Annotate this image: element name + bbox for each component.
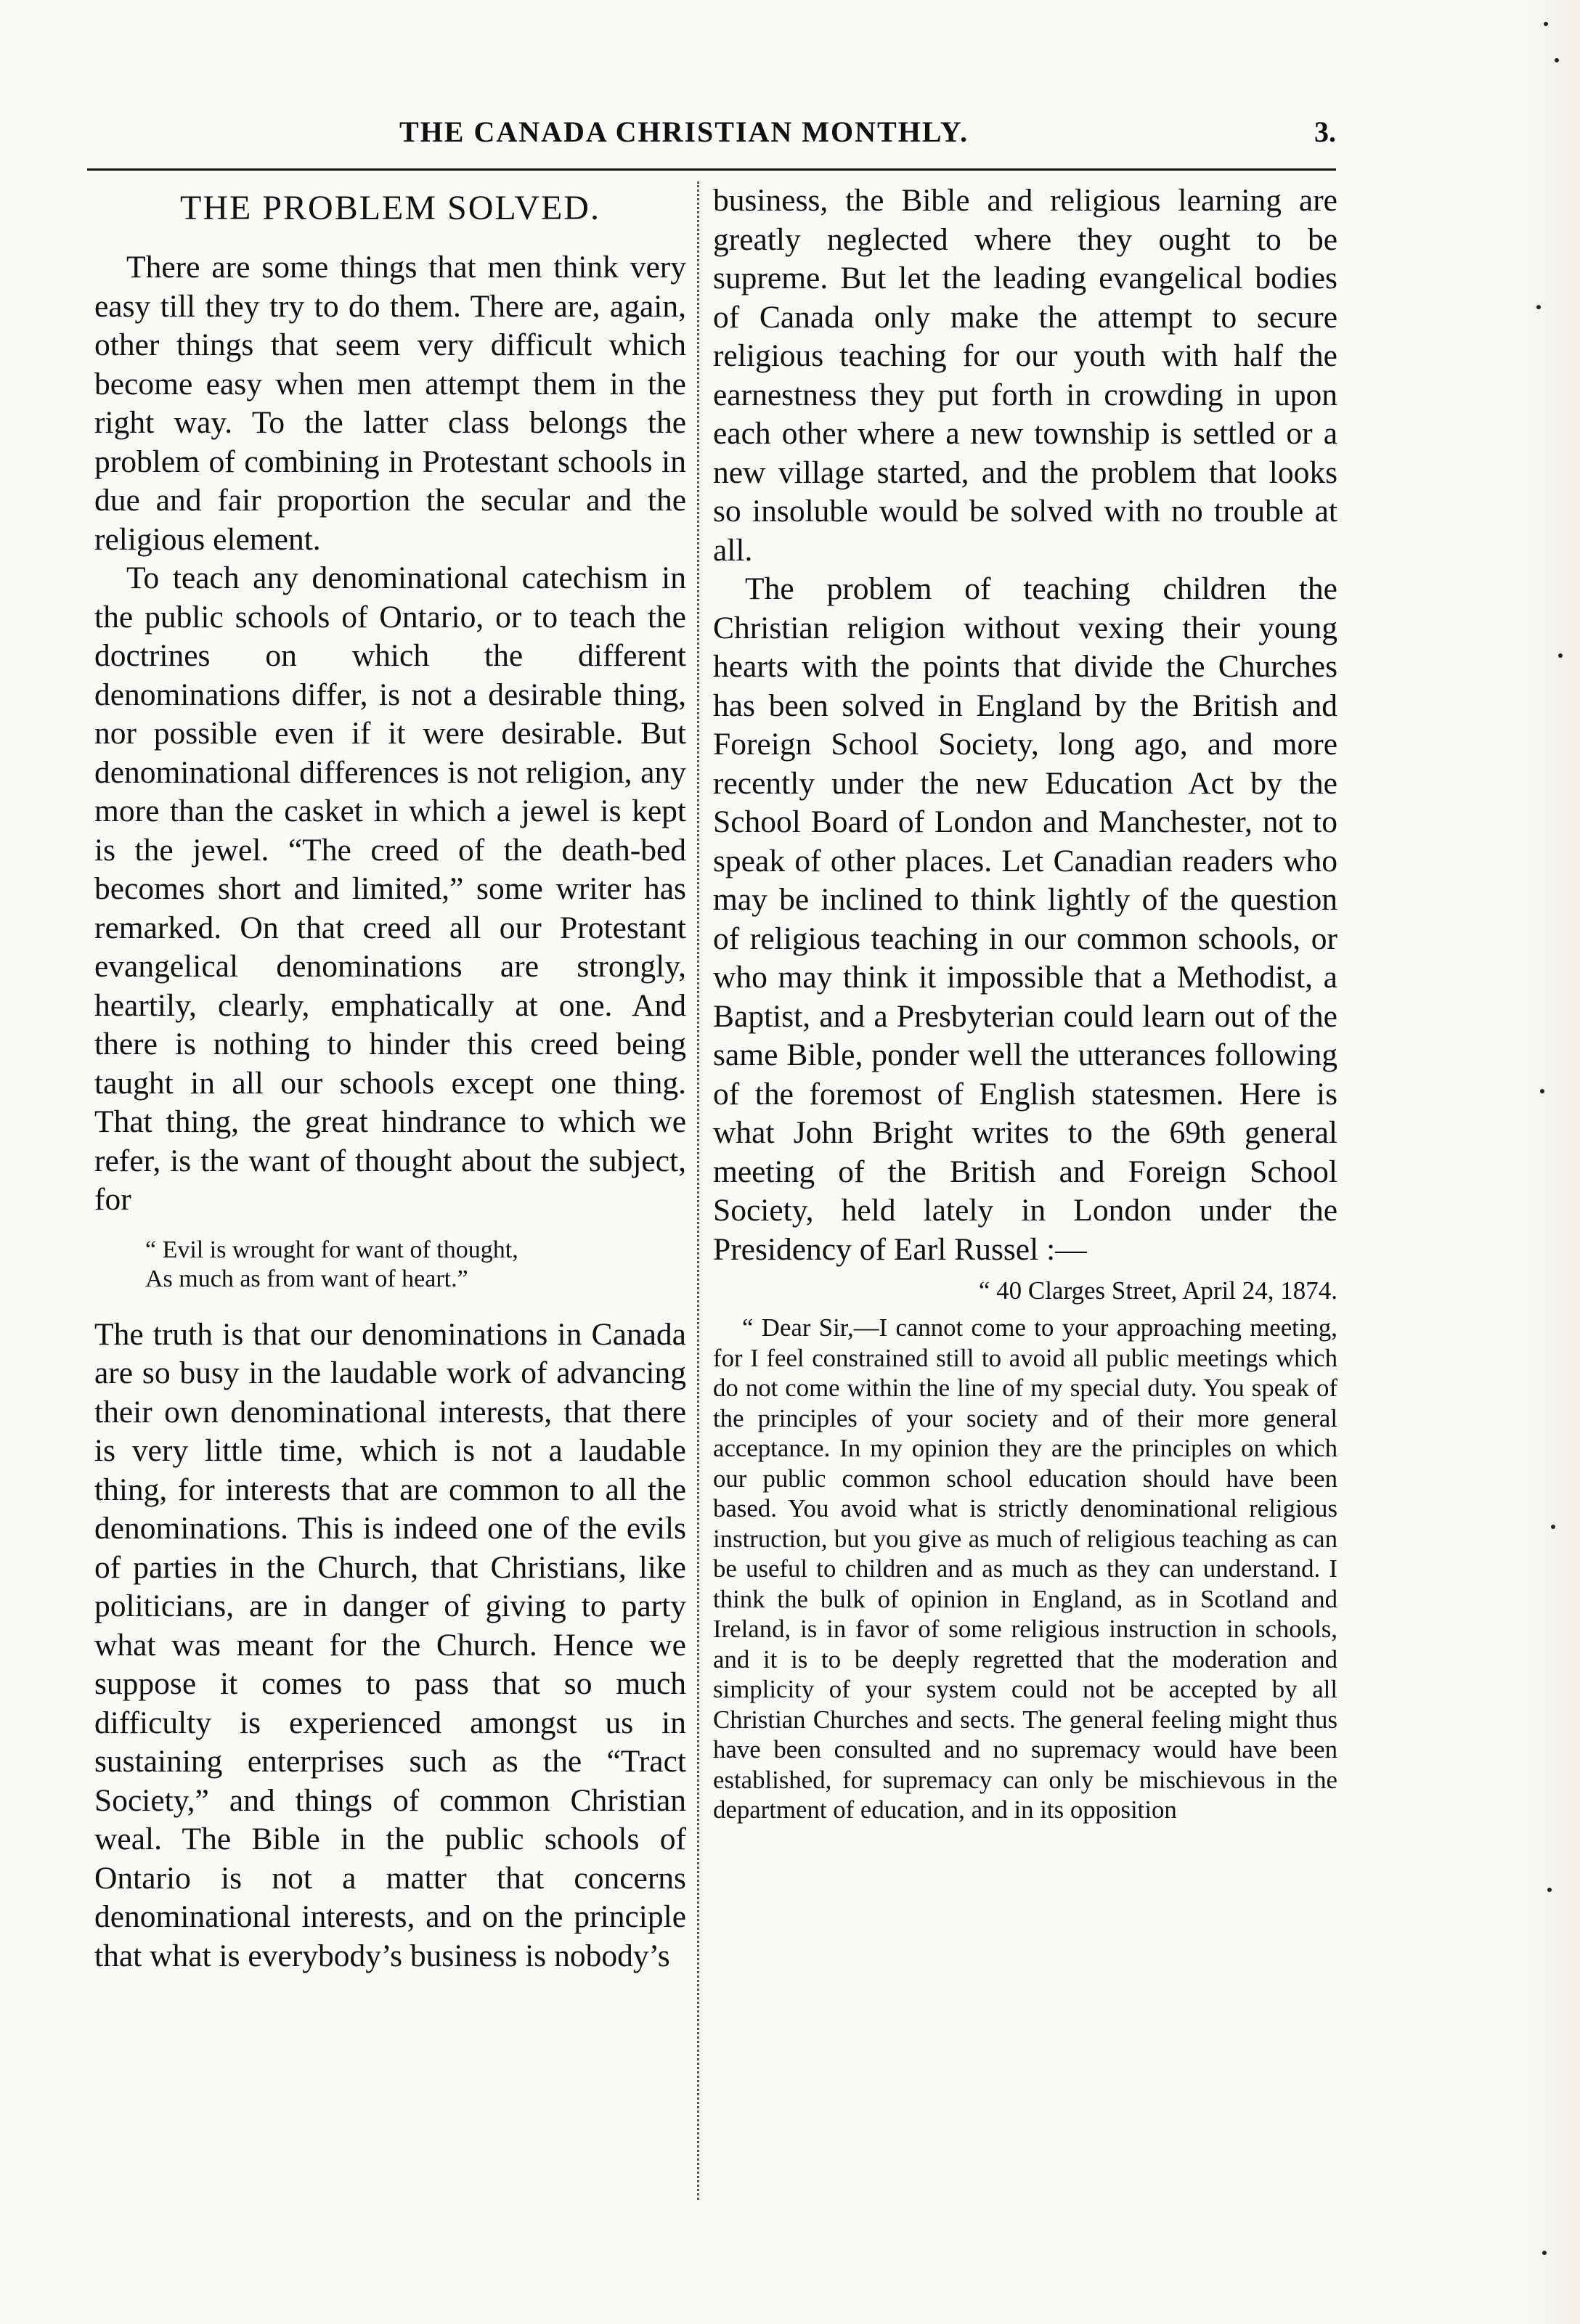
scan-speck (1540, 1089, 1544, 1093)
running-title: THE CANADA CHRISTIAN MONTHLY. (399, 115, 969, 148)
quote-line: “ Evil is wrought for want of thought, (145, 1236, 518, 1263)
paragraph: The problem of teaching children the Christian religion without vexing their young hearts with the points that divide the Churches has been solved in England by the British and Foreign School Society, long ago, and more recently under the new Education Act by the School Board of London and Manchester, not to speak of other places. Let Canadian readers who may be inclined to think lightly of the question of religious teaching in our common schools, or who may think it impossible that a Methodist, a Baptist, and a Presbyterian could learn out of the same Bible, ponder well the utterances following of the foremost of English statesmen. Here is what John Bright writes to the 69th general meeting of the British and Foreign School Society, held lately in London under the Presidency of Earl Russel :— (713, 571, 1337, 1267)
article-title: THE PROBLEM SOLVED. (180, 189, 600, 227)
verse-quote (145, 1236, 686, 1294)
scan-speck (1544, 22, 1548, 26)
quote-line: As much as from want of heart.” (145, 1265, 468, 1292)
scan-speck (1547, 1888, 1552, 1892)
scan-speck (1558, 653, 1563, 658)
header-rule (87, 168, 1336, 171)
column-divider (697, 182, 699, 2200)
scan-speck (1555, 58, 1559, 62)
running-header (87, 109, 1336, 160)
left-column (94, 182, 686, 1976)
paragraph: business, the Bible and religious learning are greatly neglected where they ought to be supreme. But let the leading evangelical bodies of Canada only make the attempt to secure religious teaching for our youth with half the earnestness they put forth in crowding in upon each other where a new township is settled or a new village started, and the problem that looks so insoluble would be solved with no trouble at all. (713, 183, 1337, 568)
scan-speck (1536, 305, 1541, 309)
scan-speck (1542, 2251, 1547, 2255)
paragraph: There are some things that men think very easy till they try to do them. There are, again, other things that seem very difficult which become easy when men attempt them in the right way. To the latter class belongs the problem of combining in Protestant schools in due and fair proportion the secular and the religious element. (94, 250, 686, 557)
scan-edge (1515, 0, 1580, 2324)
paragraph: To teach any denominational catechism in the public schools of Ontario, or to teach the doctrines on which the different denominations differ, is not a desirable thing, nor possible even if it were desirable. But denominational differences is not religion, any more than the casket in which a jewel is kept is the jewel. “The creed of the death-bed becomes short and limited,” some writer has remarked. On that creed all our Protestant evangelical denominations are strongly, heartily, clearly, emphatically at one. And there is nothing to hinder this creed being taught in all our schools except one thing. That thing, the great hindrance to which we refer, is the want of thought about the subject, for (94, 560, 686, 1217)
letter-heading: “ 40 Clarges Street, April 24, 1874. (978, 1276, 1337, 1305)
scan-speck (1551, 1525, 1555, 1529)
paragraph: The truth is that our denominations in Canada are so busy in the laudable work of advancing their own denominational interests, that there is very little time, which is not a laudable thing, for interests that are common to all the denominations. This is indeed one of the evils of parties in the Church, that Christians, like politicians, are in danger of giving to party what was meant for the Church. Hence we suppose it comes to pass that so much difficulty is experienced amongst us in sustaining enterprises such as the “Tract Society,” and things of common Christian weal. The Bible in the public schools of Ontario is not a matter that concerns denominational interests, and on the principle that what is everybody’s business is nobody’s (94, 1316, 686, 1973)
right-column (713, 182, 1337, 1825)
letter-body: “ Dear Sir,—I cannot come to your approaching meeting, for I feel constrained still to avoid all public meetings which do not come within the line of my special duty. You speak of the principles of your society and of their more general acceptance. In my opinion they are the principles on which our public common school education should have been based. You avoid what is strictly denominational religious instruction, but you give as much of religious teaching as can be useful to children and as much as they can understand. I think the bulk of opinion in England, as in Scotland and Ireland, is in favor of some religious instruction in schools, and it is to be deeply regretted that the moderation and simplicity of your system could not be accepted by all Christian Churches and sects. The general feeling might thus have been consulted and no supremacy would have been established, for supremacy can only be mischievous in the department of education, and in its opposition (713, 1313, 1337, 1824)
page-number: 3. (1314, 115, 1336, 148)
